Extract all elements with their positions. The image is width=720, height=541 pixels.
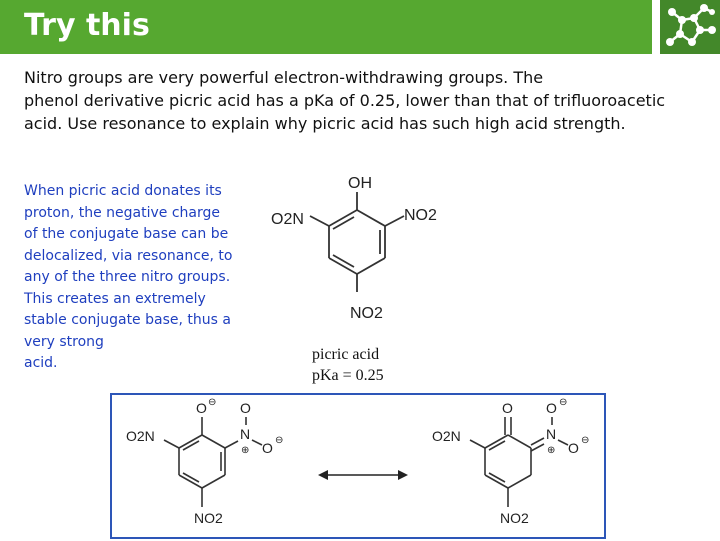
nitro-oxygen-right: O [568,440,579,456]
left-nitro-label: O2N [126,428,155,444]
left-nitro-label: O2N [432,428,461,444]
phenoxide-minus-charge: ⊖ [208,397,217,408]
bottom-nitro-label: NO2 [194,510,223,526]
resonance-structures [112,395,604,537]
answer-line: proton, the negative charge [24,204,220,221]
picric-acid-structure [262,168,452,328]
answer-line: delocalized, via resonance, to [24,247,233,264]
picric-acid-caption [312,344,384,386]
resonance-structure-right [432,397,589,526]
nitro-plus-charge: ⊕ [241,445,250,456]
compound-name: picric acid [312,346,380,363]
question-line: acid. Use resonance to explain why picric acid has such high acid strength. [24,114,626,133]
nitro-oxygen-top: O [546,400,557,416]
nitro-oxygen-top-minus-charge: ⊖ [559,397,568,408]
answer-line: stable conjugate base, thus a [24,312,231,328]
answer-line: acid. [24,355,58,371]
answer-line: This creates an extremely [24,290,206,307]
oh-label: OH [348,175,372,192]
right-nitro-label: NO2 [404,207,437,224]
slide-title: Try this [24,8,150,43]
answer-line: any of the three nitro groups. [24,269,231,285]
left-nitro-label: O2N [271,211,304,228]
nitro-oxygen-top: O [240,400,251,416]
question-text [24,66,704,135]
slide-header [0,0,720,54]
resonance-box [110,393,606,539]
compound-pka: pKa = 0.25 [312,367,384,384]
phenoxide-oxygen: O [196,400,207,416]
logo-box [660,0,720,54]
answer-text [24,181,256,375]
resonance-structure-left [126,397,283,526]
nitro-plus-charge: ⊕ [547,445,556,456]
nitro-nitrogen: N [546,426,557,442]
header-bar [0,0,652,54]
nitro-oxygen-minus-charge: ⊖ [275,435,284,446]
double-headed-arrow-icon [318,470,408,480]
bottom-nitro-label: NO2 [350,305,383,322]
nitro-oxygen-right-minus-charge: ⊖ [581,435,590,446]
molecule-network-icon [660,0,720,54]
bottom-nitro-label: NO2 [500,510,529,526]
nitro-oxygen-right: O [262,440,273,456]
answer-line: of the conjugate base can be [24,226,229,242]
answer-line: very strong [24,333,104,350]
question-line: phenol derivative picric acid has a pKa of 0.25, lower than that of trifluoroacetic [24,91,666,110]
question-line: Nitro groups are very powerful electron-withdrawing groups. The [24,68,544,87]
nitro-nitrogen: N [240,426,251,442]
answer-line: When picric acid donates its [24,183,222,199]
carbonyl-oxygen: O [502,400,513,416]
